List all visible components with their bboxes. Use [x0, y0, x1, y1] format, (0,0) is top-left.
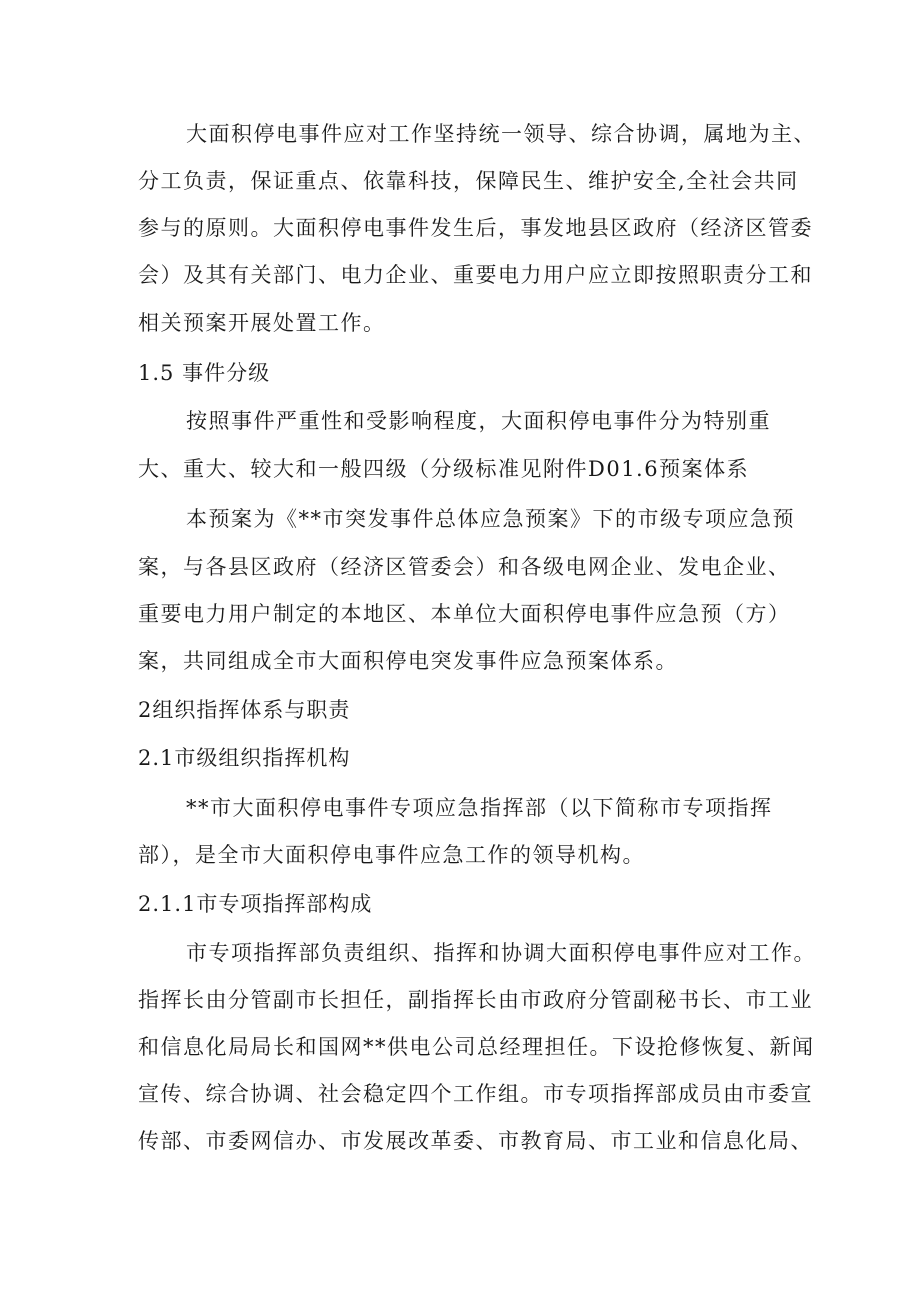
section-heading: 1.5 事件分级: [138, 361, 271, 385]
section-heading: 2组织指挥体系与职责: [138, 698, 351, 722]
body-line: 宣传、综合协调、社会稳定四个工作组。市专项指挥部成员由市委宣: [138, 1082, 813, 1106]
body-line: 部），是全市大面积停电事件应急工作的领导机构。: [138, 843, 645, 867]
body-line: 案，与各县区政府（经济区管委会）和各级电网企业、发电企业、: [138, 555, 791, 579]
subsection-heading: 2.1市级组织指挥机构: [138, 746, 351, 770]
subsection-heading: 2.1.1市专项指挥部构成: [138, 892, 373, 916]
body-line: 按照事件严重性和受影响程度，大面积停电事件分为特别重: [186, 409, 771, 433]
body-line: 大、重大、较大和一般四级（分级标准见附件D01.6预案体系: [138, 457, 750, 481]
body-line: 参与的原则。大面积停电事件发生后，事发地县区政府（经济区管委: [138, 216, 813, 240]
body-line: 传部、市委网信办、市发展改革委、市教育局、市工业和信息化局、: [138, 1129, 813, 1153]
body-line: 和信息化局局长和国网**供电公司总经理担任。下设抢修恢复、新闻: [138, 1035, 815, 1059]
body-line: 重要电力用户制定的本地区、本单位大面积停电事件应急预（方）: [138, 602, 791, 626]
body-line: 大面积停电事件应对工作坚持统一领导、综合协调，属地为主、: [186, 122, 816, 146]
body-line: 市专项指挥部负责组织、指挥和协调大面积停电事件应对工作。: [186, 941, 816, 965]
body-line: 本预案为《**市突发事件总体应急预案》下的市级专项应急预: [186, 507, 795, 531]
body-line: 相关预案开展处置工作。: [138, 311, 386, 335]
body-line: 分工负责，保证重点、依靠科技，保障民生、维护安全,全社会共同: [138, 169, 799, 193]
body-line: 案，共同组成全市大面积停电突发事件应急预案体系。: [138, 649, 678, 673]
body-line: 会）及其有关部门、电力企业、重要电力用户应立即按照职责分工和: [138, 263, 813, 287]
body-line: 指挥长由分管副市长担任，副指挥长由市政府分管副秘书长、市工业: [138, 988, 813, 1012]
body-line: **市大面积停电事件专项应急指挥部（以下简称市专项指挥: [186, 796, 773, 820]
